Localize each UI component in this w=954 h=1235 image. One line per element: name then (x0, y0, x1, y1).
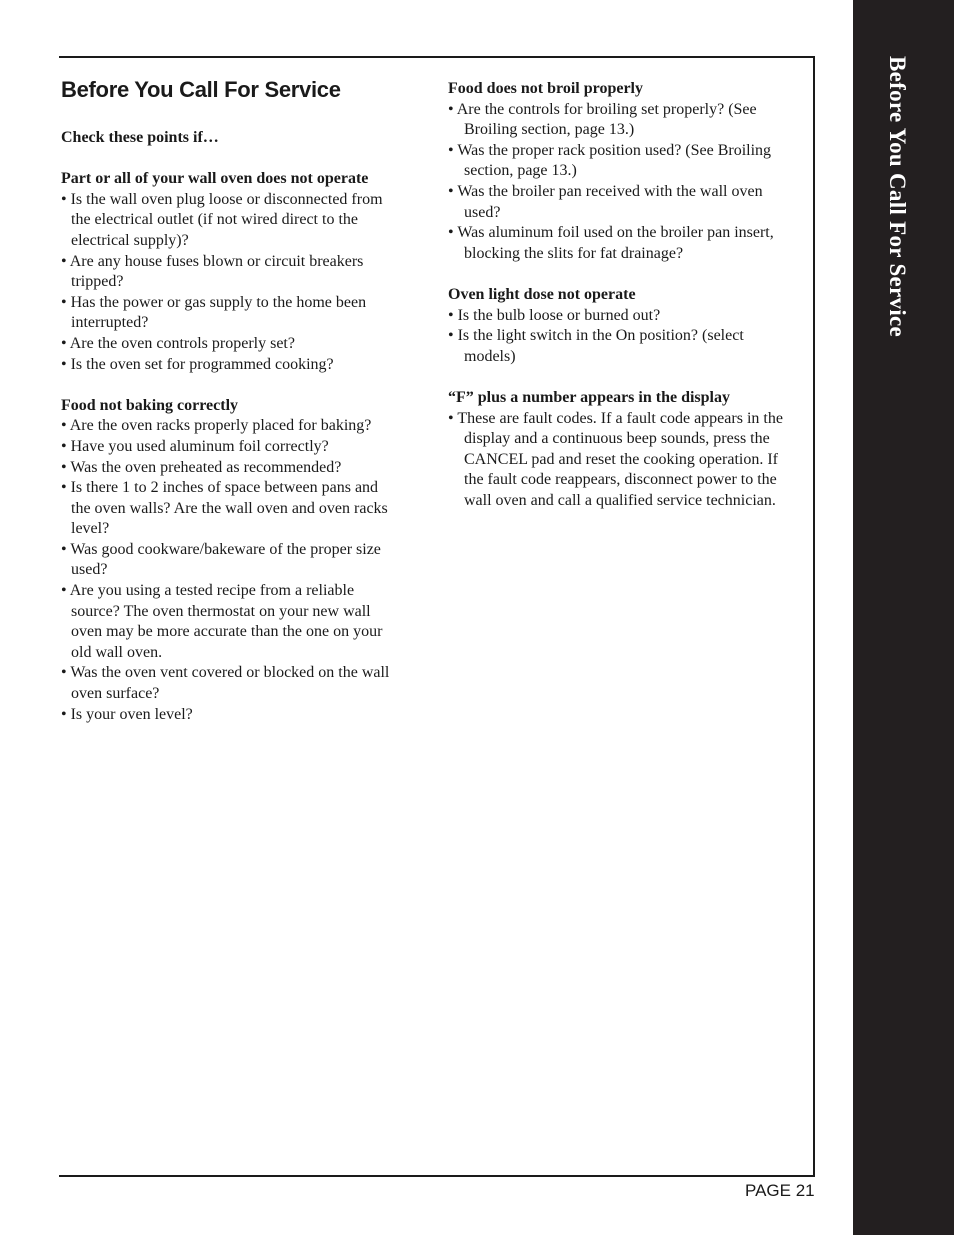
list-item: • Is there 1 to 2 inches of space between pans and the oven walls? Are the wall oven and oven racks level? (61, 479, 388, 538)
list-item: • Has the power or gas supply to the home been interrupted? (61, 293, 367, 332)
list-item: • These are fault codes. If a fault code appears in the display and a continuous beep sounds, press the CANCEL pad and reset the cooking operation. If the fault code reappears, disconnect power to the wall oven and call a qualified service technician. (448, 409, 783, 509)
list-item: • Was good cookware/bakeware of the proper size used? (61, 540, 381, 579)
checklist (448, 409, 793, 512)
checklist (448, 306, 793, 368)
section-heading: Oven light dose not operate (448, 285, 636, 303)
section-oven-light (448, 285, 793, 367)
section-fault-codes (448, 388, 793, 512)
section-heading: Part or all of your wall oven does not operate (61, 170, 369, 188)
top-rule (59, 56, 815, 58)
list-item: • Was aluminum foil used on the broiler pan insert, blocking the slits for fat drainage? (448, 224, 774, 262)
list-item: • Are the oven racks properly placed for baking? (61, 417, 372, 435)
section-food-not-broil (448, 79, 793, 264)
list-item: • Was the proper rack position used? (See Broiling section, page 13.) (448, 141, 772, 180)
list-item: • Are the oven controls properly set? (61, 334, 295, 352)
side-tab-title-text: Before You Call For Service (885, 56, 910, 338)
list-item: • Was the oven vent covered or blocked on the wall oven surface? (61, 664, 390, 703)
page-number: PAGE 21 (745, 1181, 815, 1200)
list-item: • Was the broiler pan received with the wall oven used? (448, 182, 763, 221)
list-item: • Is the bulb loose or burned out? (448, 306, 661, 324)
checklist (448, 100, 793, 265)
section-heading: Food does not broil properly (448, 80, 643, 97)
list-item: • Is the wall oven plug loose or disconnected from the electrical outlet (if not wired direct to the electrical supply)? (61, 190, 383, 249)
list-item: • Are the controls for broiling set properly? (See Broiling section, page 13.) (448, 100, 757, 139)
section-wall-oven-not-operate (61, 169, 401, 375)
checklist (61, 190, 401, 375)
bottom-rule (59, 1175, 815, 1177)
section-heading: Food not baking correctly (61, 396, 239, 414)
right-column (448, 79, 793, 532)
list-item: • Was the oven preheated as recommended? (61, 458, 342, 476)
checklist (61, 416, 401, 725)
list-item: • Are you using a tested recipe from a reliable source? The oven thermostat on your new wall oven may be more accurate than the one on your old wall oven. (61, 582, 383, 661)
section-food-not-baking (61, 396, 401, 726)
list-item: • Is the light switch in the On position? (select models) (448, 327, 744, 365)
side-tab-title (878, 56, 918, 356)
left-column (61, 128, 401, 746)
section-heading: “F” plus a number appears in the display (448, 388, 730, 406)
intro-text: Check these points if… (61, 129, 219, 146)
list-item: • Is your oven level? (61, 705, 193, 723)
page-title: Before You Call For Service (61, 77, 341, 102)
list-item: • Are any house fuses blown or circuit breakers tripped? (61, 252, 364, 291)
right-rule (813, 56, 815, 1177)
list-item: • Have you used aluminum foil correctly? (61, 437, 329, 455)
list-item: • Is the oven set for programmed cooking? (61, 355, 334, 373)
